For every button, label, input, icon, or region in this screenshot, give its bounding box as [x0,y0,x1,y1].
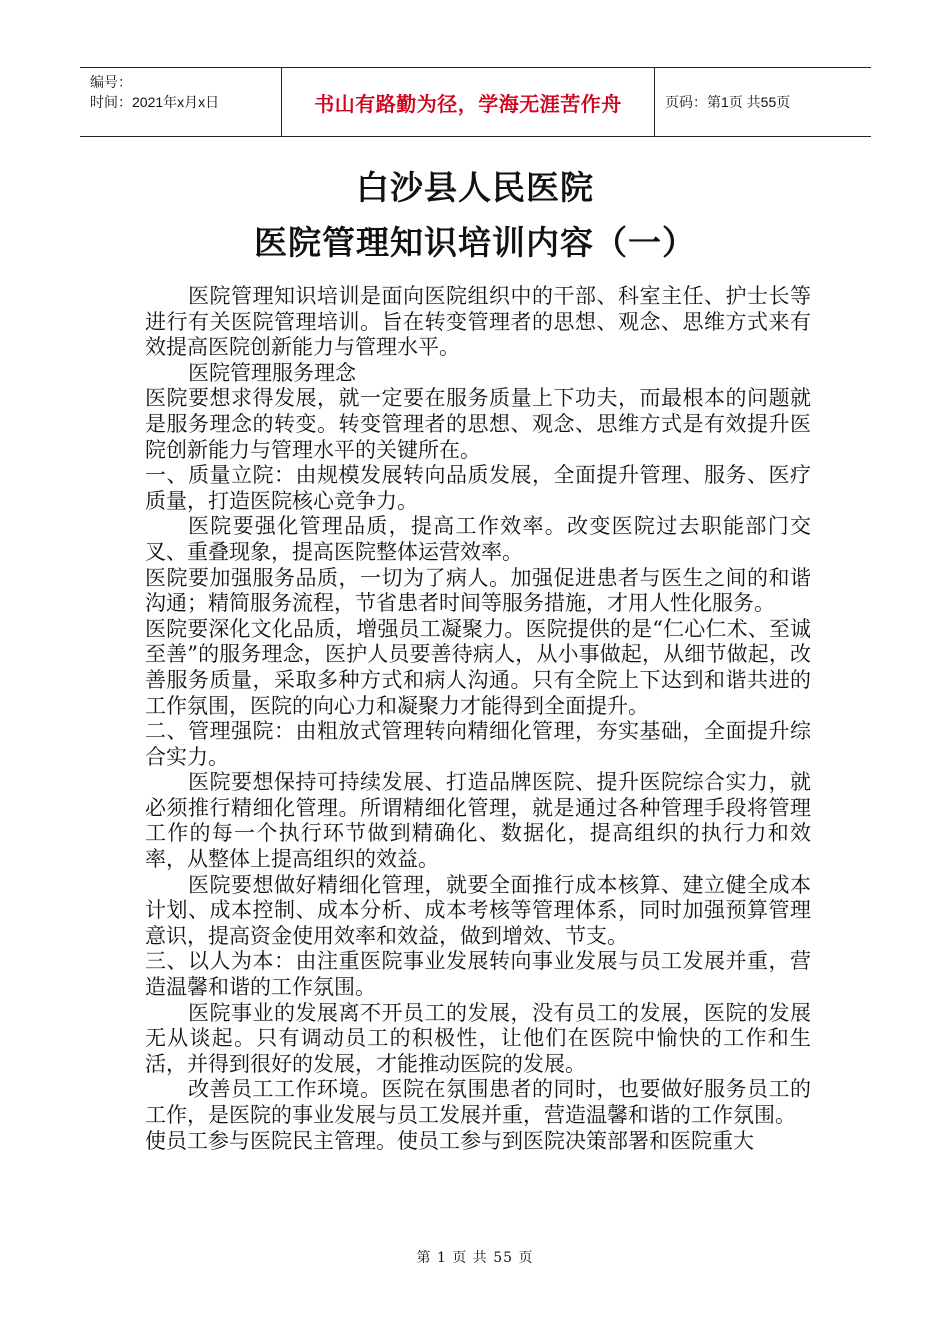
body-paragraph: 医院要想保持可持续发展、打造品牌医院、提升医院综合实力，就必须推行精细化管理。所谓精细化管理，就是通过各种管理手段将管理工作的每一个执行环节做到精确化、数据化，提高组织的执行力和效率，从整体上提高组织的效益。 [145,770,811,872]
page-footer: 第 1 页 共 55 页 [416,1250,534,1266]
header-meta-cell [80,68,282,136]
body-paragraph: 改善员工工作环境。医院在氛围患者的同时，也要做好服务员工的工作，是医院的事业发展与员工发展并重，营造温馨和谐的工作氛围。 [145,1077,811,1127]
header-page-cell [655,68,871,136]
document-title-hospital: 白沙县人民医院 [356,168,594,207]
body-paragraph: 医院要强化管理品质，提高工作效率。改变医院过去职能部门交叉、重叠现象，提高医院整体运营效率。 [145,514,811,564]
section-heading: 三、以人为本：由注重医院事业发展转向事业发展与员工发展并重，营造温馨和谐的工作氛围。 [145,949,811,1000]
body-paragraph: 医院管理知识培训是面向医院组织中的干部、科室主任、护士长等进行有关医院管理培训。旨在转变管理者的思想、观念、思维方式来有效提高医院创新能力与管理水平。 [145,284,811,360]
body-paragraph: 医院事业的发展离不开员工的发展，没有员工的发展，医院的发展无从谈起。只有调动员工的积极性，让他们在医院中愉快的工作和生活，并得到很好的发展，才能推动医院的发展。 [145,1000,811,1076]
header-table [80,67,871,137]
body-paragraph: 医院要想做好精细化管理，就要全面推行成本核算、建立健全成本计划、成本控制、成本分析、成本考核等管理体系，同时加强预算管理意识，提高资金使用效率和效益，做到增效、节支。 [145,872,811,948]
body-paragraph: 医院要加强服务品质，一切为了病人。加强促进患者与医生之间的和谐沟通；精简服务流程，节省患者时间等服务措施，才用人性化服务。 [145,565,811,616]
section-heading: 一、质量立院：由规模发展转向品质发展，全面提升管理、服务、医疗质量，打造医院核心竞争力。 [145,463,811,513]
header-motto: 书山有路勤为径，学海无涯苦作舟 [314,91,622,116]
section-heading: 二、管理强院：由粗放式管理转向精细化管理，夯实基础，全面提升综合实力。 [145,719,811,769]
body-paragraph: 使员工参与医院民主管理。使员工参与到医院决策部署和医院重大 [145,1128,754,1153]
body-paragraph: 医院要想求得发展，就一定要在服务质量上下功夫，而最根本的问题就是服务理念的转变。转变管理者的思想、观念、思维方式是有效提升医院创新能力与管理水平的关键所在。 [145,386,811,462]
document-number-label: 编号： [90,74,132,90]
document-date-label: 时间：2021年x月x日 [90,94,220,110]
document-title-subject: 医院管理知识培训内容（一） [254,223,696,262]
header-motto-cell [282,68,655,136]
header-page-info: 页码：第1页 共55页 [665,94,791,110]
body-paragraph: 医院要深化文化品质，增强员工凝聚力。医院提供的是“仁心仁术、至诚至善”的服务理念，医护人员要善待病人，从小事做起，从细节做起，改善服务质量，采取多种方式和病人沟通。只有全院上下达到和谐共进的工作氛围，医院的向心力和凝聚力才能得到全面提升。 [145,616,811,718]
document-body [145,284,811,1154]
section-heading: 医院管理服务理念 [188,360,356,385]
